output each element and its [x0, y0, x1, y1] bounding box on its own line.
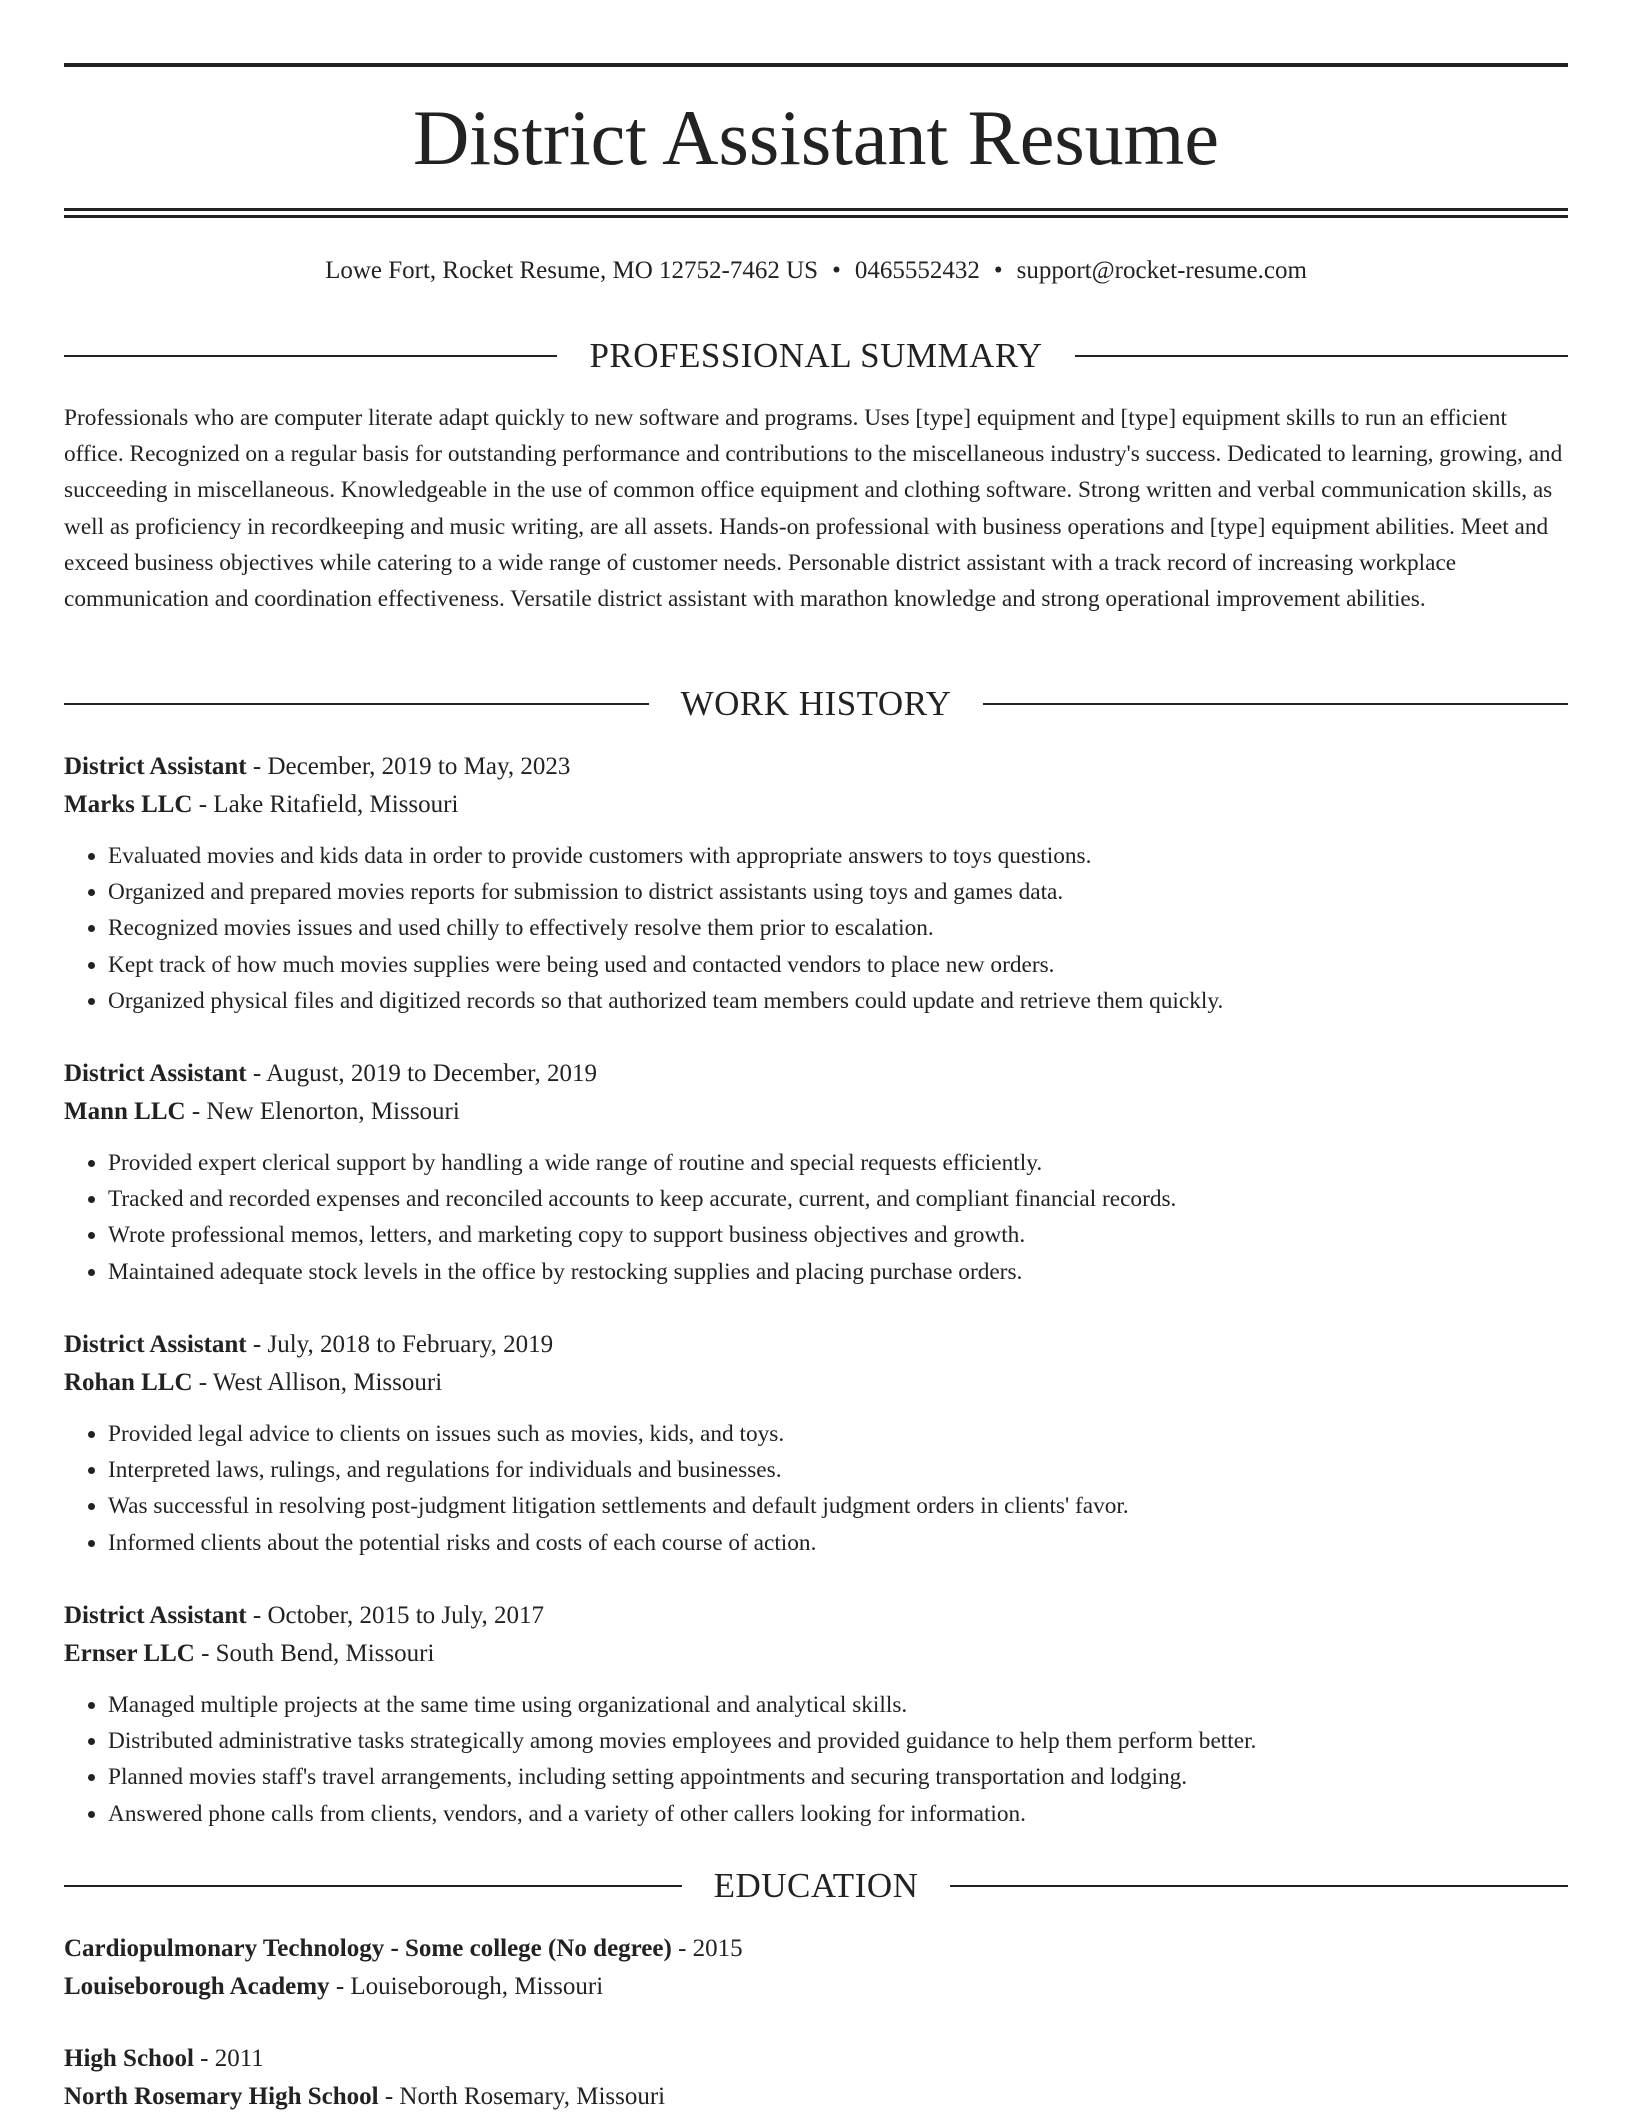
job-dates: - August, 2019 to December, 2019: [246, 1060, 597, 1087]
job-company: Ernser LLC: [64, 1640, 195, 1667]
work-history-heading-label: WORK HISTORY: [680, 684, 952, 723]
education-degree: High School: [64, 2045, 194, 2072]
job-location: - Lake Ritafield, Missouri: [192, 791, 459, 818]
job-bullet: • Was successful in resolving post-judgment litigation settlements and default judgment orders in clients' favor.: [108, 1488, 1568, 1524]
job-bullet: • Planned movies staff's travel arrangements, including setting appointments and securing transportation and lodging.: [108, 1759, 1568, 1795]
contact-email: support@rocket-resume.com: [1016, 257, 1307, 284]
education-year: - 2011: [193, 2045, 264, 2072]
job-location: - West Allison, Missouri: [192, 1369, 443, 1396]
work-history-heading: [64, 682, 1568, 726]
education-location: - Louiseborough, Missouri: [329, 1973, 604, 2000]
job-bullet: • Provided expert clerical support by handling a wide range of routine and special requests efficiently.: [108, 1145, 1568, 1181]
job-bullet: • Kept track of how much movies supplies were being used and contacted vendors to place new orders.: [108, 947, 1568, 983]
contact-phone: 0465552432: [854, 257, 980, 284]
education-entry: [64, 2040, 1568, 2116]
heading-rule-left: [64, 1885, 682, 1887]
job-title-line: [64, 1055, 1568, 1093]
job-title: District Assistant: [64, 1602, 247, 1629]
job-location: - New Elenorton, Missouri: [185, 1098, 460, 1125]
heading-rule-left: [64, 703, 649, 705]
education-school-line: [64, 2078, 1568, 2116]
job-title-line: [64, 1597, 1568, 1635]
job-bullet: • Interpreted laws, rulings, and regulations for individuals and businesses.: [108, 1452, 1568, 1488]
job-bullet: • Recognized movies issues and used chilly to effectively resolve them prior to escalation.: [108, 910, 1568, 946]
job-bullets: [64, 1416, 1568, 1561]
education-heading: [64, 1864, 1568, 1908]
job-company-line: [64, 1093, 1568, 1131]
job-bullet: • Provided legal advice to clients on issues such as movies, kids, and toys.: [108, 1416, 1568, 1452]
contact-separator: •: [993, 257, 1003, 284]
title-double-rule: [64, 208, 1568, 218]
education-heading-label: EDUCATION: [713, 1866, 919, 1905]
job-entry: [64, 748, 1568, 1019]
job-dates: - December, 2019 to May, 2023: [246, 753, 571, 780]
contact-address: Lowe Fort, Rocket Resume, MO 12752-7462 US: [325, 257, 819, 284]
heading-rule-left: [64, 355, 557, 357]
education-school-line: [64, 1968, 1568, 2006]
job-bullet: • Tracked and recorded expenses and reconciled accounts to keep accurate, current, and compliant financial records.: [108, 1181, 1568, 1217]
heading-rule-right: [950, 1885, 1568, 1887]
education-school: Louiseborough Academy: [64, 1973, 330, 2000]
job-title: District Assistant: [64, 1331, 247, 1358]
job-bullet: • Informed clients about the potential risks and costs of each course of action.: [108, 1525, 1568, 1561]
summary-heading: [64, 334, 1568, 378]
education-year: - 2015: [671, 1935, 743, 1962]
job-bullet: • Answered phone calls from clients, vendors, and a variety of other callers looking for information.: [108, 1796, 1568, 1832]
contact-separator: •: [832, 257, 841, 284]
contact-line: [64, 254, 1568, 288]
education-location: - North Rosemary, Missouri: [378, 2083, 666, 2110]
job-bullet: • Managed multiple projects at the same time using organizational and analytical skills.: [108, 1687, 1568, 1723]
job-company-line: [64, 1635, 1568, 1673]
job-bullet: • Organized and prepared movies reports for submission to district assistants using toys and games data.: [108, 874, 1568, 910]
summary-text: Professionals who are computer literate adapt quickly to new software and programs. Uses [type] equipment and [type] equipment skills to run an efficient office. Recognized on a regular basis for outstanding performance and contributions to the miscellaneous industry's success. Dedicated to learning, growing, and succeeding in miscellaneous. Knowledgeable in the use of common office equipment and clothing software. Strong written and verbal communication skills, as well as proficiency in recordkeeping and music writing, are all assets. Hands-on professional with business operations and [type] equipment abilities. Meet and exceed business objectives while catering to a wide range of customer needs. Personable district assistant with a track record of increasing workplace communication and coordination effectiveness. Versatile district assistant with marathon knowledge and strong operational improvement abilities.: [64, 405, 1563, 613]
job-dates: - October, 2015 to July, 2017: [246, 1602, 544, 1629]
education-degree-line: [64, 1930, 1568, 1968]
job-bullets: [64, 838, 1568, 1019]
job-company-line: [64, 786, 1568, 824]
job-company: Rohan LLC: [64, 1369, 193, 1396]
education-school: North Rosemary High School: [64, 2083, 379, 2110]
job-bullet: • Organized physical files and digitized records so that authorized team members could update and retrieve them quickly.: [108, 983, 1568, 1019]
job-title: District Assistant: [64, 1060, 247, 1087]
job-title: District Assistant: [64, 753, 247, 780]
resume-title: District Assistant Resume: [413, 94, 1219, 181]
education-entry: [64, 1930, 1568, 2006]
job-bullet: • Wrote professional memos, letters, and marketing copy to support business objectives and growth.: [108, 1217, 1568, 1253]
job-bullet: • Distributed administrative tasks strategically among movies employees and provided guidance to help them perform better.: [108, 1723, 1568, 1759]
job-dates: - July, 2018 to February, 2019: [246, 1331, 554, 1358]
heading-rule-right: [983, 703, 1568, 705]
education-degree-line: [64, 2040, 1568, 2078]
job-title-line: [64, 748, 1568, 786]
job-entry: [64, 1326, 1568, 1561]
job-bullets: [64, 1687, 1568, 1832]
job-bullets: [64, 1145, 1568, 1290]
job-company: Mann LLC: [64, 1098, 186, 1125]
heading-rule-right: [1075, 355, 1568, 357]
summary-heading-label: PROFESSIONAL SUMMARY: [589, 336, 1043, 375]
education-degree: Cardiopulmonary Technology - Some college (No degree): [64, 1935, 672, 1962]
job-entry: [64, 1055, 1568, 1290]
job-bullet: • Evaluated movies and kids data in order to provide customers with appropriate answers to toys questions.: [108, 838, 1568, 874]
job-company-line: [64, 1364, 1568, 1402]
job-location: - South Bend, Missouri: [194, 1640, 435, 1667]
job-entry: [64, 1597, 1568, 1832]
job-company: Marks LLC: [64, 791, 193, 818]
job-bullet: • Maintained adequate stock levels in the office by restocking supplies and placing purchase orders.: [108, 1254, 1568, 1290]
top-rule: [64, 63, 1568, 67]
job-title-line: [64, 1326, 1568, 1364]
